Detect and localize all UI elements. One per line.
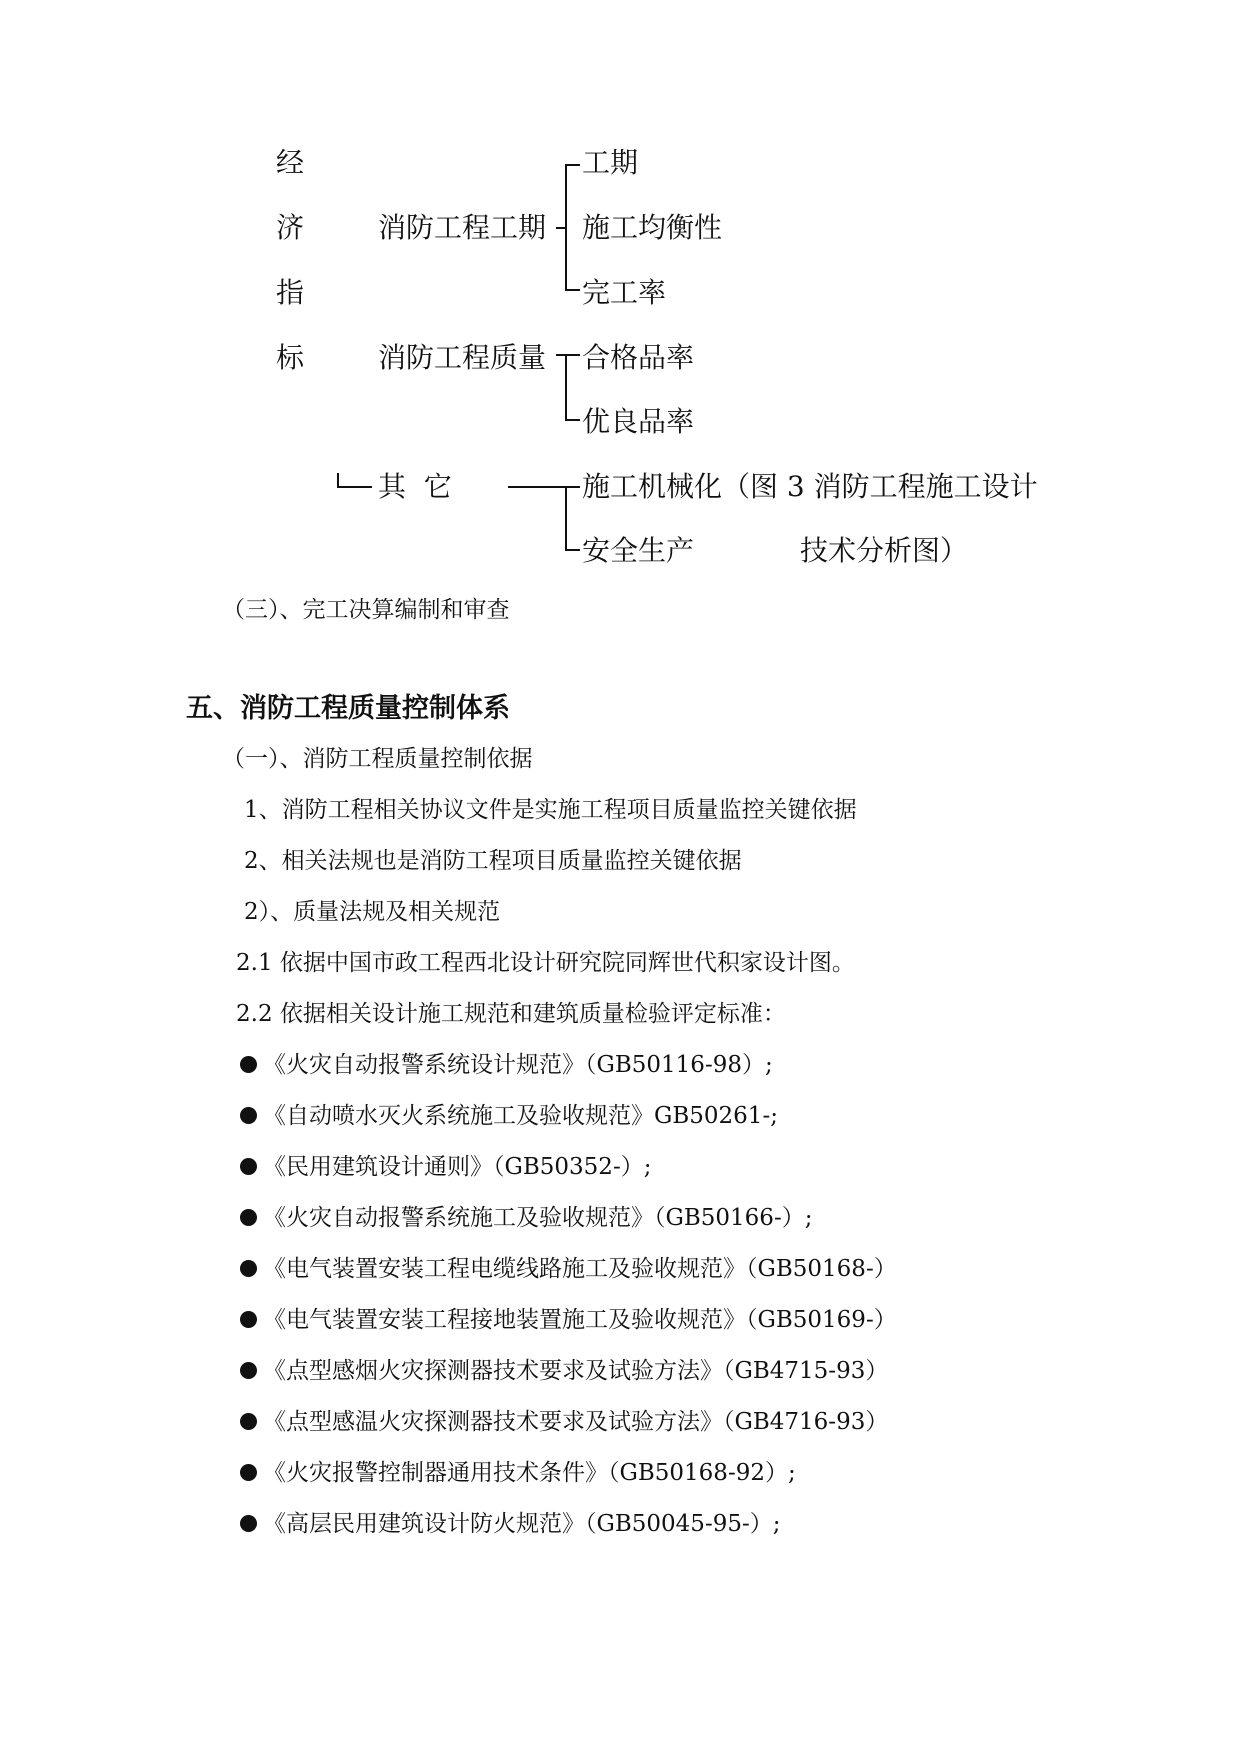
subsection-1-heading: （一）、消防工程质量控制依据 <box>222 746 533 772</box>
standard-text: 《火灾报警控制器通用技术条件》（GB50168-92）; <box>263 1460 796 1486</box>
tree-branch1-leaf-3: 完工率 <box>582 276 667 309</box>
tree-branch2-leaf-1: 合格品率 <box>582 341 695 374</box>
bullet-icon <box>240 1056 257 1073</box>
standard-item <box>240 1360 888 1383</box>
standard-item <box>240 1054 773 1077</box>
branch2-bracket <box>566 355 580 420</box>
tree-root-char-4: 标 <box>276 341 305 374</box>
standard-item <box>240 1258 897 1281</box>
standard-text: 《高层民用建筑设计防火规范》（GB50045-95-）; <box>263 1511 781 1537</box>
branch3-bracket <box>566 487 580 550</box>
bullet-icon <box>240 1413 257 1430</box>
tree-branch3-leaf-2: 安全生产 <box>582 534 695 567</box>
figure-caption-line2: 技术分析图） <box>800 534 969 567</box>
standard-item <box>240 1156 651 1179</box>
standard-item <box>240 1309 897 1332</box>
basis-item-4: 2.1 依据中国市政工程西北设计研究院同辉世代积家设计图。 <box>236 950 855 976</box>
tree-root-char-1: 经 <box>276 146 305 179</box>
tree-branch1-label: 消防工程工期 <box>378 211 547 244</box>
tree-branch1-leaf-1: 工期 <box>582 146 639 179</box>
standard-text: 《民用建筑设计通则》（GB50352-）; <box>263 1154 652 1180</box>
tree-branch3-leaf-1: 施工机械化 <box>582 470 723 503</box>
bullet-icon <box>240 1260 257 1277</box>
bullet-icon <box>240 1158 257 1175</box>
section-5-title: 五、消防工程质量控制体系 <box>186 693 510 724</box>
standard-item <box>240 1411 888 1434</box>
basis-item-1: 1、消防工程相关协议文件是实施工程项目质量监控关键依据 <box>244 797 857 823</box>
basis-item-5: 2.2 依据相关设计施工规范和建筑质量检验评定标准： <box>236 1001 786 1027</box>
bullet-icon <box>240 1107 257 1124</box>
standard-item <box>240 1462 796 1485</box>
tree-branch3-label: 其 它 <box>378 470 452 503</box>
standard-text: 《自动喷水灭火系统施工及验收规范》GB50261-; <box>263 1103 778 1129</box>
subsection-3-heading: （三）、完工决算编制和审查 <box>222 597 510 623</box>
bullet-icon <box>240 1311 257 1328</box>
branch3-root-connector <box>338 473 372 487</box>
standard-item <box>240 1513 781 1536</box>
tree-branch2-label: 消防工程质量 <box>378 341 547 374</box>
figure-caption-line1: （图 3 消防工程施工设计 <box>722 470 1038 503</box>
tree-root-char-2: 济 <box>276 211 305 244</box>
standard-text: 《点型感烟火灾探测器技术要求及试验方法》（GB4715-93） <box>263 1358 889 1384</box>
tree-branch2-leaf-2: 优良品率 <box>582 405 695 438</box>
branch1-bracket <box>566 165 580 290</box>
standard-item <box>240 1207 812 1230</box>
standard-text: 《电气装置安装工程接地装置施工及验收规范》（GB50169-） <box>263 1307 897 1333</box>
tree-root-char-3: 指 <box>276 276 305 309</box>
basis-item-2: 2、相关法规也是消防工程项目质量监控关键依据 <box>244 848 742 874</box>
standard-text: 《火灾自动报警系统设计规范》（GB50116-98）; <box>263 1052 773 1078</box>
bullet-icon <box>240 1209 257 1226</box>
bullet-icon <box>240 1515 257 1532</box>
standard-text: 《点型感温火灾探测器技术要求及试验方法》（GB4716-93） <box>263 1409 889 1435</box>
standard-item <box>240 1105 778 1128</box>
standard-text: 《电气装置安装工程电缆线路施工及验收规范》（GB50168-） <box>263 1256 897 1282</box>
basis-item-3: 2）、质量法规及相关规范 <box>244 899 501 925</box>
standard-text: 《火灾自动报警系统施工及验收规范》（GB50166-）; <box>263 1205 813 1231</box>
bullet-icon <box>240 1362 257 1379</box>
tree-branch1-leaf-2: 施工均衡性 <box>582 211 723 244</box>
bullet-icon <box>240 1464 257 1481</box>
